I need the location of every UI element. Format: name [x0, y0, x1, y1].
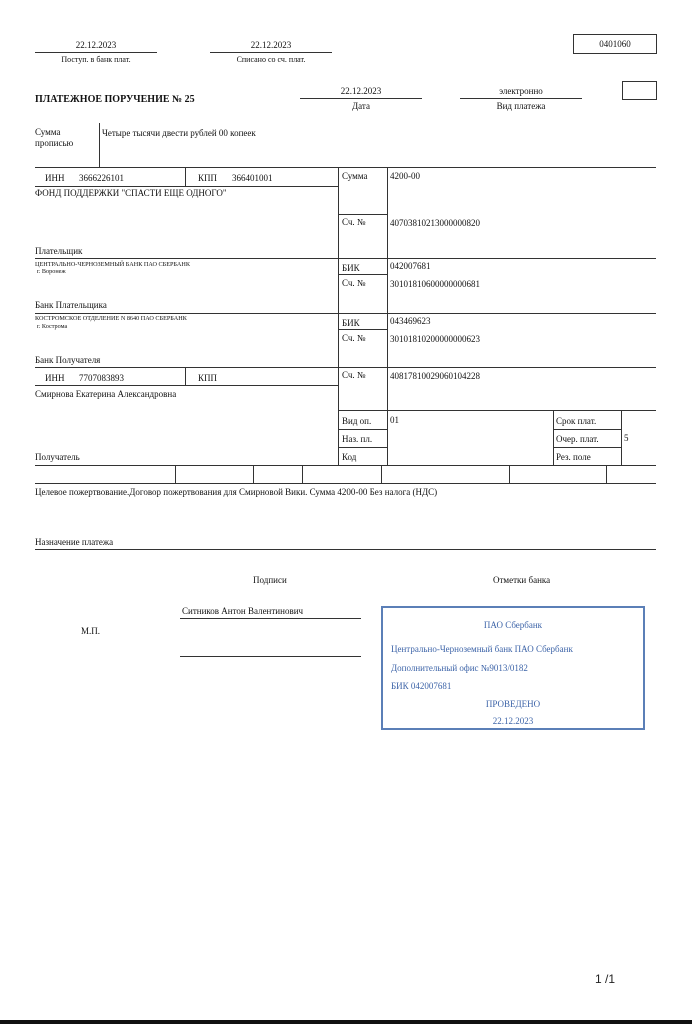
divider: [553, 447, 621, 448]
payer-account-label: Сч. №: [342, 217, 366, 227]
payer-bank-city: г. Воронеж: [37, 268, 66, 275]
naz-pl-label: Наз. пл.: [342, 434, 373, 444]
form-code-box: 0401060: [573, 34, 657, 54]
payee-bank-bik: 043469623: [390, 316, 431, 326]
payer-account: 40703810213000000820: [390, 218, 480, 228]
divider: [35, 549, 656, 550]
srok-label: Срок плат.: [556, 416, 597, 426]
divider: [35, 258, 338, 259]
order-date-label: Дата: [352, 101, 370, 111]
signatures-heading: Подписи: [253, 575, 287, 585]
payee-bank-account: 30101810200000000623: [390, 334, 480, 344]
payer-bank-name: ЦЕНТРАЛЬНО-ЧЕРНОЗЕМНЫЙ БАНК ПАО СБЕРБАНК: [35, 261, 190, 268]
kod-label: Код: [342, 452, 357, 462]
payee-inn: 7707083893: [79, 373, 124, 383]
payment-type: электронно: [499, 86, 543, 96]
payee-account-label: Сч. №: [342, 370, 366, 380]
divider: [460, 98, 582, 99]
rez-label: Рез. поле: [556, 452, 591, 462]
ocher-label: Очер. плат.: [556, 434, 599, 444]
divider: [300, 98, 422, 99]
divider: [553, 429, 621, 430]
payer-bank-label: Банк Плательщика: [35, 300, 107, 310]
sum-value: 4200-00: [390, 171, 420, 181]
payee-name: Смирнова Екатерина Александровна: [35, 389, 177, 399]
divider: [35, 167, 656, 168]
payee-bank-bik-label: БИК: [342, 318, 360, 328]
divider: [35, 465, 656, 466]
divider: [509, 465, 510, 483]
divider: [99, 123, 100, 167]
divider: [35, 385, 338, 386]
divider: [35, 313, 338, 314]
payee-bank-name: КОСТРОМСКОЕ ОТДЕЛЕНИЕ N 8640 ПАО СБЕРБАНК: [35, 315, 187, 322]
stamp-branch: Центрально-Черноземный банк ПАО Сбербанк: [391, 644, 573, 654]
divider: [175, 465, 176, 483]
payer-inn: 3666226101: [79, 173, 124, 183]
payer-kpp-label: КПП: [198, 173, 218, 183]
divider: [338, 329, 388, 330]
payee-account: 40817810029060104228: [390, 371, 480, 381]
ocher-value: 5: [624, 433, 629, 443]
payee-inn-label: ИНН: [45, 373, 65, 383]
signature-line: [180, 618, 361, 619]
stamp-office: Дополнительный офис №9013/0182: [391, 663, 528, 673]
signer-name: Ситников Антон Валентинович: [182, 606, 304, 616]
payer-bank-bik-label: БИК: [342, 263, 360, 273]
divider: [35, 52, 157, 53]
date-received-label: Поступ. в банк плат.: [61, 55, 131, 64]
order-date: 22.12.2023: [340, 86, 382, 96]
sum-label: Сумма: [342, 171, 368, 181]
payer-inn-label: ИНН: [45, 173, 65, 183]
payer-bank-account-label: Сч. №: [342, 278, 366, 288]
divider: [302, 465, 303, 483]
bank-stamp: [381, 606, 645, 730]
stamp-bik: БИК 042007681: [391, 681, 452, 691]
payer-bank-bik: 042007681: [390, 261, 431, 271]
payee-kpp-label: КПП: [198, 373, 218, 383]
date-debited-label: Списано со сч. плат.: [236, 55, 306, 64]
divider: [210, 52, 332, 53]
payment-type-label: Вид платежа: [496, 101, 546, 111]
page-title: ПЛАТЕЖНОЕ ПОРУЧЕНИЕ № 25: [35, 94, 195, 105]
bank-marks-heading: Отметки банка: [493, 575, 551, 585]
divider: [338, 447, 388, 448]
purpose-label: Назначение платежа: [35, 537, 114, 547]
divider: [338, 367, 656, 368]
signature-line: [180, 656, 361, 657]
divider: [338, 274, 388, 275]
divider: [338, 313, 656, 314]
divider: [338, 429, 388, 430]
date-received: 22.12.2023: [75, 40, 117, 50]
divider: [35, 186, 338, 187]
payer-kpp: 366401001: [232, 173, 273, 183]
purpose-text: Целевое пожертвование.Договор пожертвования для Смирновой Вики. Сумма 4200-00 Без налога (НДС): [35, 487, 438, 497]
divider: [553, 410, 554, 465]
divider: [185, 167, 186, 186]
divider: [338, 258, 656, 259]
divider: [606, 465, 607, 483]
stamp-status: ПРОВЕДЕНО: [485, 699, 541, 709]
divider: [338, 410, 656, 411]
divider: [35, 367, 338, 368]
amount-words-value: Четыре тысячи двести рублей 00 копеек: [102, 128, 256, 138]
payee-bank-account-label: Сч. №: [342, 333, 366, 343]
field-box: [622, 81, 657, 100]
stamp-bank: ПАО Сбербанк: [483, 620, 543, 630]
vid-op-label: Вид оп.: [342, 416, 372, 426]
divider: [35, 483, 656, 484]
date-debited: 22.12.2023: [250, 40, 292, 50]
payer-bank-account: 30101810600000000681: [390, 279, 480, 289]
vid-op-value: 01: [390, 415, 399, 425]
payee-bank-label: Банк Получателя: [35, 355, 101, 365]
divider: [338, 214, 388, 215]
bottom-bar: [0, 1020, 692, 1024]
payer-label: Плательщик: [35, 246, 83, 256]
payer-name: ФОНД ПОДДЕРЖКИ "СПАСТИ ЕЩЕ ОДНОГО": [35, 188, 227, 198]
mp-label: М.П.: [81, 626, 101, 636]
divider: [381, 465, 382, 483]
payee-bank-city: г. Кострома: [37, 323, 68, 330]
amount-words-label-2: прописью: [35, 138, 74, 148]
divider: [387, 167, 388, 465]
divider: [338, 167, 339, 465]
divider: [253, 465, 254, 483]
stamp-date: 22.12.2023: [492, 716, 534, 726]
divider: [621, 410, 622, 465]
amount-words-label-1: Сумма: [35, 127, 61, 137]
payee-label: Получатель: [35, 452, 80, 462]
divider: [185, 367, 186, 385]
page-number: 1 /1: [595, 972, 616, 986]
